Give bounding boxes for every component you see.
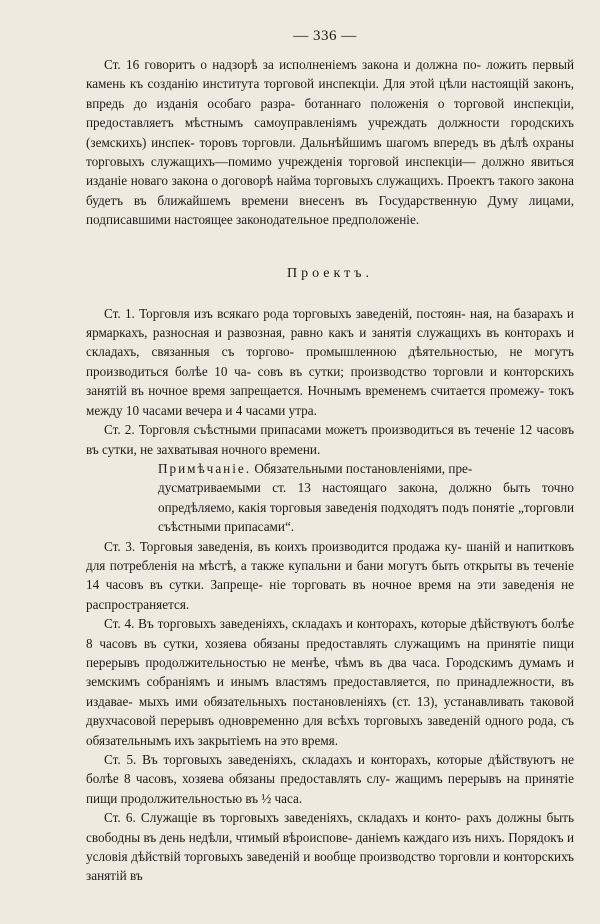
note-label: Примѣчаніе. [158,460,252,476]
text-line: Ст. 16 говоритъ о надзорѣ за исполненіемъ закона и должна по- [104,57,481,72]
text-line: шаній и напитковъ для потребленія на мѣстѣ, а также купальни и [86,538,575,573]
text-line: торговыхъ служащихъ—помимо учрежденія торговой инспекціи— [86,154,476,170]
article-3 [86,537,574,615]
text-line: бани могутъ быть открыты въ теченіе 14 часовъ въ сутки. Запреще- [86,557,575,593]
text-line: Ст. 2. Торговля съѣстными припасами можетъ производиться въ [104,422,471,438]
text-line: дѣйствуютъ не болѣе 8 часовъ, хозяева обязаны предоставлять слу- [86,752,575,787]
text-line: токъ между 10 часами вечера и 4 часами утра. [86,383,575,418]
text-line: таковой двухчасовой перерывъ одновременно для всѣхъ торговыхъ [86,693,575,729]
text-line: Для этой цѣли настоящій законъ, впредь до изданія особаго разра- [86,76,574,111]
article-4 [86,614,574,750]
page-number: — 336 — [293,28,357,44]
text-line: законодательное предположеніе. [236,212,420,228]
text-line: Ст. 5. Въ торговыхъ заведеніяхъ, складахъ и конторахъ, которые [104,752,483,767]
text-line: даніемъ каждаго изъ нихъ. Порядокъ и условія дѣйствій торговыхъ [86,829,574,865]
intro-paragraph [86,55,574,230]
text-line: жащимъ перерывъ на принятіе пищи продолжительностью въ ½ часа. [86,771,574,806]
note-first-line [158,459,574,478]
text-line: и инымъ властямъ предоставляется, по принадлежности, въ издавае- [86,674,575,709]
text-line: совъ въ сутки; производство торговли и конторскихъ занятій въ [86,363,574,399]
text-line: Ст. 3. Торговыя заведенія, въ коихъ производится продажа ку- [104,538,462,554]
text-line: подъ понятіе „торговли съѣстными припасами“. [158,499,575,535]
text-line: дѣйствуютъ болѣе 8 часовъ въ сутки, хозяева обязаны предоставлять [86,616,575,651]
article-6 [86,808,574,886]
section-title: Проектъ. [287,265,373,281]
text-line: самоуправленіямъ учреждать должности городскихъ (земскихъ) инспек- [86,115,574,150]
text-line: ніе торговать въ ночное время на эти заведенія не распространяется. [86,577,575,612]
text-line: Ст. 1. Торговля изъ всякаго рода торговыхъ заведеній, постоян- [104,305,466,321]
text-line: дусматриваемыми ст. 13 настоящаго закона, должно быть [158,480,531,496]
article-5 [86,750,574,808]
text-line: промышленною дѣятельностью, не могутъ производиться болѣе 10 ча- [86,344,574,379]
article-1 [86,304,574,420]
text-line: время. [301,732,339,748]
text-line: торовъ торговли. Дальнѣйшимъ шагомъ впередъ въ дѣлѣ охраны [199,134,575,150]
text-line: ночное время запрещается. Ночнымъ временемъ считается промежу- [148,383,545,399]
text-line: Обязательными постановленіями, пре- [251,460,473,476]
text-line: занятія служащихъ въ конторахъ и складахъ, связанныя съ торгово- [86,325,574,360]
article-2-note [158,459,574,537]
text-line: заведеній одного рода, съ обязательнымъ ихъ закрытіемъ на это [86,713,574,748]
text-line: должно явиться изданіе новаго закона о договорѣ найма торговыхъ [86,154,574,189]
text-line: внесенъ въ Государственную Думу лицами, подписавшими настоящее [86,192,574,228]
text-line: служащихъ. Проектъ такого закона будетъ въ ближайшемъ времени [86,173,575,208]
text-line: ботаннаго положенія о торговой инспекціи, предоставляетъ мѣстнымъ [86,95,574,131]
text-line: служащимъ на принятіе пищи перерывъ продолжительностью не [86,635,575,670]
text-line: мыхъ ими обязательныхъ постановленіяхъ (ст. 13), устанавливать [138,693,524,709]
article-2 [86,420,574,459]
text-line: теченіе 12 часовъ въ сутки, не захватывая ночного времени. [86,422,575,457]
text-line: менѣе, чѣмъ въ два часа. Городскимъ думамъ и земскимъ собраніямъ [86,654,574,690]
text-line: Ст. 4. Въ торговыхъ заведеніяхъ, складахъ и конторахъ, которые [104,616,467,632]
text-line: ложить первый камень къ созданію института торговой инспекціи. [86,57,575,92]
text-line: Ст. 6. Служащіе въ торговыхъ заведеніяхъ, складахъ и конто- [104,810,462,826]
text-line: точно опредѣляемо, какія торговыя заведенія подходятъ [158,480,574,515]
text-line: рахъ должны быть свободны въ день недѣли, чтимый вѣроиспове- [86,810,574,845]
text-line: ная, на базарахъ и ярмаркахъ, разносная и развозная, равно какъ и [86,305,574,341]
text-line: заведеній и вообще производство торговли и конторскихъ занятій въ [86,849,574,884]
